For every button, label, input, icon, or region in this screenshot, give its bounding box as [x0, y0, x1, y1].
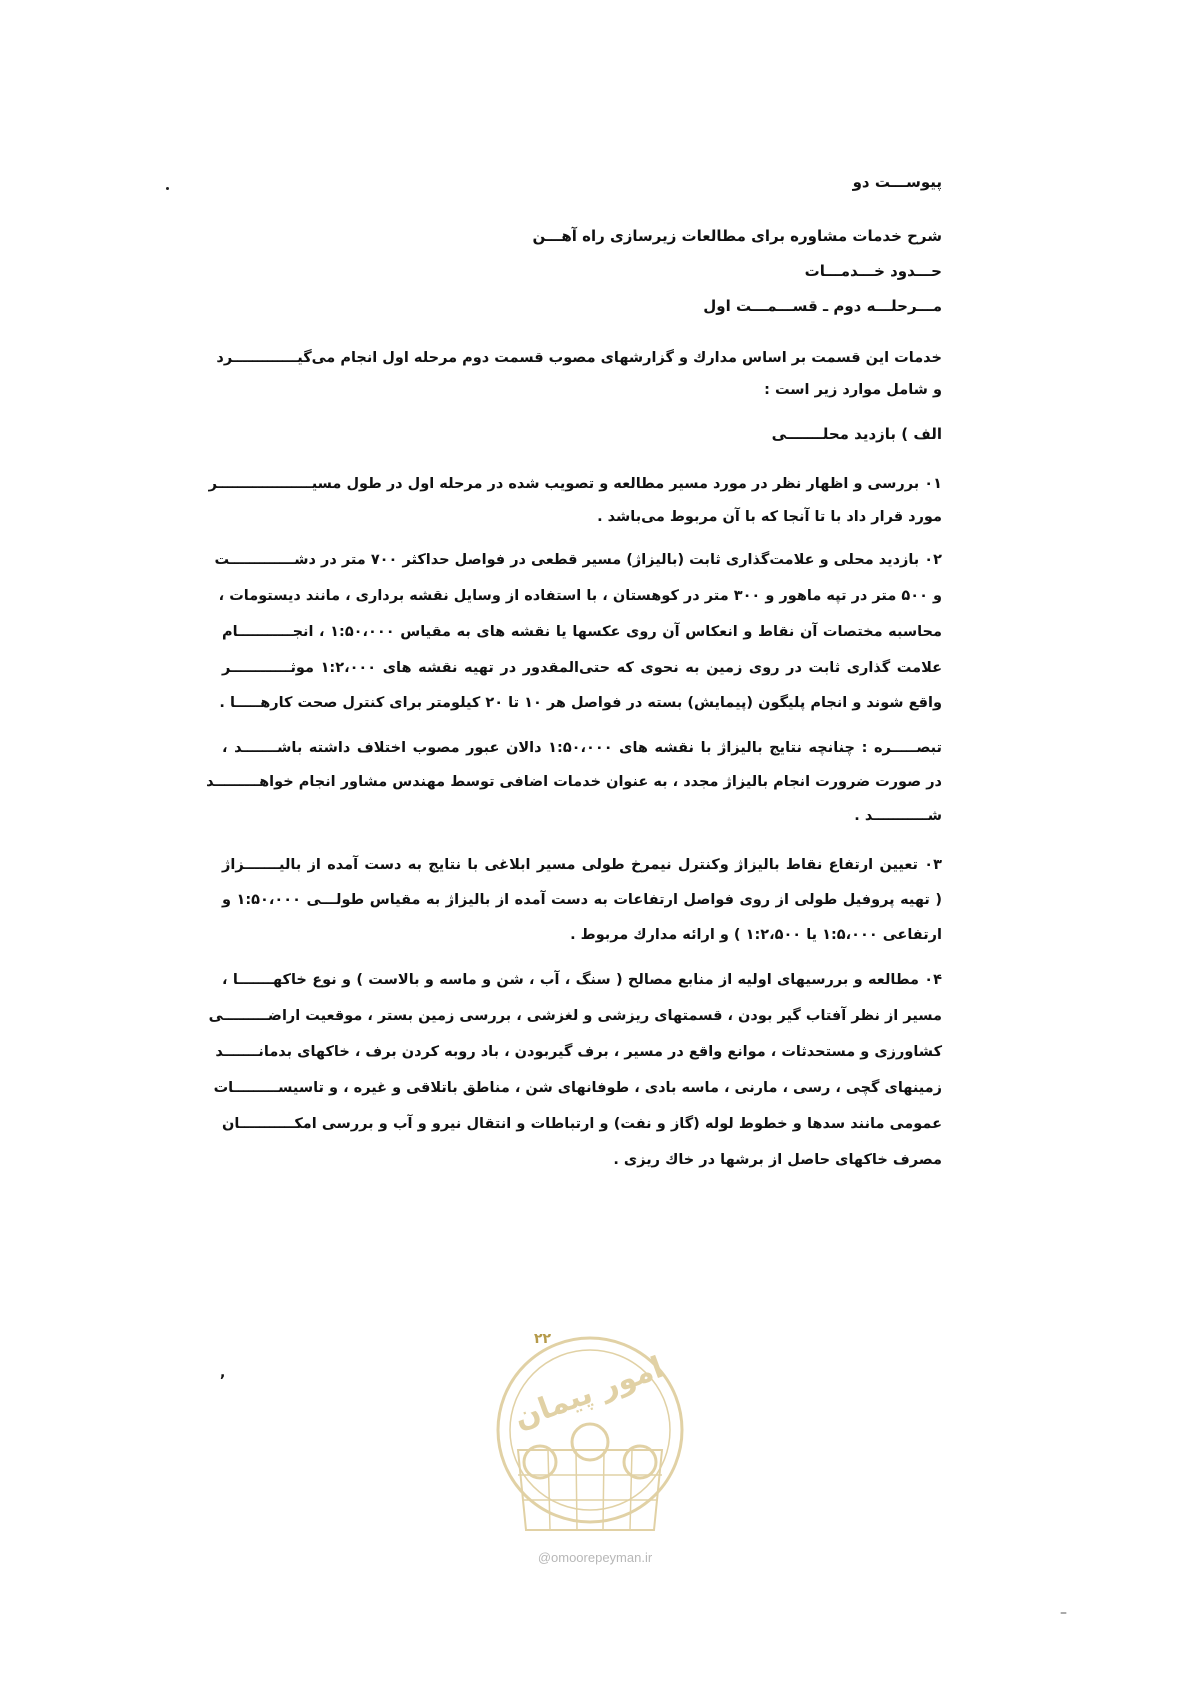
item-4-line: عمومی مانند سدها و خطوط لوله (گاز و نفت) و ارتباطات و انتقال نیرو و آب و بررسی امکـــــــــــان [222, 1116, 942, 1132]
scan-mark: , [220, 1365, 226, 1381]
scan-speck [166, 187, 169, 190]
note-line: در صورت ضرورت انجام بالیزاژ مجدد ، به عنوان خدمات اضافی توسط مهندس مشاور انجام خواهـــــــــد [206, 774, 942, 790]
item-2-line: ۰۲ بازدید محلی و علامت‌گذاری ثابت (بالیزاژ) مسیر قطعی در فواصل حداکثر ۷۰۰ متر در دشـــــــــــــت [214, 552, 942, 568]
scan-mark: – [1060, 1605, 1067, 1621]
page-number: ۲۲ [534, 1331, 552, 1347]
note-line: شـــــــــــد . [854, 808, 942, 824]
item-2-line: و ۵۰۰ متر در تپه ماهور و ۳۰۰ متر در کوهستان ، با استفاده از وسایل نقشه برداری ، مانند دیستومات ، [218, 588, 942, 604]
item-4-line: زمینهای گچی ، رسی ، مارنی ، ماسه بادی ، طوفانهای شن ، مناطق باتلاقی و غیره ، و تاسیســـــــــات [213, 1080, 942, 1096]
item-4-line: ۰۴ مطالعه و بررسیهای اولیه از منابع مصالح ( سنگ ، آب ، شن و ماسه و بالاست ) و نوع خاکهـــــــا ، [222, 972, 942, 988]
item-2-line: علامت گذاری ثابت در روی زمین به نحوی که حتی‌المقدور در تهیه نقشه های ۱:۲،۰۰۰ موثــــــــــــر [222, 660, 942, 676]
item-1-line: ۰۱ بررسی و اظهار نظر در مورد مسیر مطالعه و تصویب شده در مرحله اول در طول مسیـــــــــــــــــــر [208, 476, 942, 492]
scope-heading: حـــدود خـــدمـــات [804, 262, 942, 280]
intro-line: خدمات این قسمت بر اساس مدارك و گزارشهای مصوب قسمت دوم مرحله اول انجام می‌گیـــــــــــــرد [216, 350, 942, 366]
watermark-logo-text: امور پیمان [509, 1349, 668, 1437]
watermark-logo-icon [488, 1330, 693, 1560]
item-3-line: ۰۳ تعیین ارتفاع نقاط بالیزاژ وکنترل نیمرخ طولی مسیر ابلاغی با نتایج به دست آمده از بالیـــــــزاژ [222, 857, 942, 873]
item-3-line: ارتفاعی ۱:۵،۰۰۰ یا ۱:۲،۵۰۰ ) و ارائه مدارك مربوط . [570, 927, 942, 943]
item-2-line: واقع شوند و انجام پلیگون (پیمایش) بسته در فواصل هر ۱۰ تا ۲۰ کیلومتر برای کنترل صحت کارهـــــا . [219, 695, 942, 711]
intro-line: و شامل موارد زیر است : [764, 382, 942, 398]
document-title: شرح خدمات مشاوره برای مطالعات زیرسازی راه آهـــن [532, 227, 942, 245]
item-2-line: محاسبه مختصات آن نقاط و انعکاس آن روی عکسها یا نقشه های به مقیاس ۱:۵۰،۰۰۰ ، انجـــــــــــام [222, 624, 942, 640]
note-line: تبصـــــره : چنانچه نتایج بالیزاژ با نقشه های ۱:۵۰،۰۰۰ دالان عبور مصوب اختلاف داشته باشـــــــد ، [222, 740, 942, 756]
item-3-line: ( تهیه پروفیل طولی از روی فواصل ارتفاعات به دست آمده از بالیزاژ به مقیاس طولـــی ۱:۵۰،۰۰۰ و [222, 892, 943, 908]
watermark-site: @omoorepeyman.ir [537, 1550, 653, 1565]
section-a-heading: الف ) بازدید محلـــــــی [771, 425, 942, 443]
item-4-line: کشاورزی و مستحدثات ، موانع واقع در مسیر ، برف گیربودن ، باد روبه کردن برف ، خاکهای بدمانـــــــد [215, 1044, 942, 1060]
appendix-heading: پیوســـت دو [852, 173, 942, 191]
item-4-line: مصرف خاکهای حاصل از برشها در خاك ریزی . [613, 1152, 942, 1168]
item-1-line: مورد قرار داد با تا آنجا که با آن مربوط می‌باشد . [597, 509, 942, 525]
item-4-line: مسیر از نظر آفتاب گیر بودن ، قسمتهای ریزشی و لغزشی ، بررسی زمین بستر ، موقعیت اراضـــــــــی [208, 1008, 942, 1024]
phase-heading: مـــرحلـــه دوم ـ قســـمـــت اول [703, 297, 942, 315]
